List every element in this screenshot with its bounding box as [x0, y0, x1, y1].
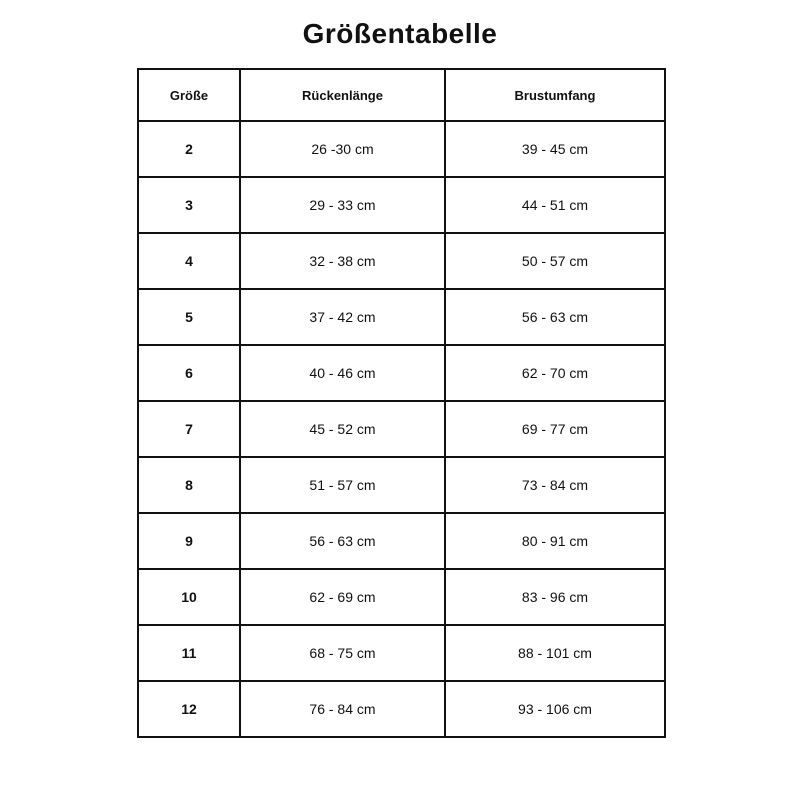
chest-cell: 44 - 51 cm: [445, 177, 665, 233]
size-cell: 4: [138, 233, 240, 289]
table-row: [138, 681, 665, 737]
size-cell: 6: [138, 345, 240, 401]
table-row: [138, 289, 665, 345]
chest-cell: 69 - 77 cm: [445, 401, 665, 457]
chest-cell: 73 - 84 cm: [445, 457, 665, 513]
header-back-length: Rückenlänge: [240, 69, 445, 121]
table-header-row: [138, 69, 665, 121]
header-chest-circumference: Brustumfang: [445, 69, 665, 121]
size-cell: 3: [138, 177, 240, 233]
back-length-cell: 62 - 69 cm: [240, 569, 445, 625]
back-length-cell: 76 - 84 cm: [240, 681, 445, 737]
table-row: [138, 233, 665, 289]
chest-cell: 93 - 106 cm: [445, 681, 665, 737]
table-row: [138, 457, 665, 513]
back-length-cell: 29 - 33 cm: [240, 177, 445, 233]
size-cell: 5: [138, 289, 240, 345]
back-length-cell: 32 - 38 cm: [240, 233, 445, 289]
chest-cell: 50 - 57 cm: [445, 233, 665, 289]
chest-cell: 39 - 45 cm: [445, 121, 665, 177]
size-cell: 7: [138, 401, 240, 457]
size-cell: 2: [138, 121, 240, 177]
back-length-cell: 45 - 52 cm: [240, 401, 445, 457]
size-cell: 9: [138, 513, 240, 569]
table-row: [138, 121, 665, 177]
table-row: [138, 569, 665, 625]
size-table: [137, 68, 666, 738]
header-size: Größe: [138, 69, 240, 121]
chest-cell: 62 - 70 cm: [445, 345, 665, 401]
back-length-cell: 68 - 75 cm: [240, 625, 445, 681]
chest-cell: 88 - 101 cm: [445, 625, 665, 681]
back-length-cell: 40 - 46 cm: [240, 345, 445, 401]
chest-cell: 83 - 96 cm: [445, 569, 665, 625]
table-row: [138, 625, 665, 681]
back-length-cell: 26 -30 cm: [240, 121, 445, 177]
size-cell: 8: [138, 457, 240, 513]
back-length-cell: 51 - 57 cm: [240, 457, 445, 513]
table-row: [138, 401, 665, 457]
chest-cell: 56 - 63 cm: [445, 289, 665, 345]
size-cell: 12: [138, 681, 240, 737]
table-row: [138, 513, 665, 569]
size-cell: 11: [138, 625, 240, 681]
size-cell: 10: [138, 569, 240, 625]
table-row: [138, 177, 665, 233]
chest-cell: 80 - 91 cm: [445, 513, 665, 569]
page-title: Größentabelle: [302, 18, 498, 49]
back-length-cell: 37 - 42 cm: [240, 289, 445, 345]
back-length-cell: 56 - 63 cm: [240, 513, 445, 569]
table-row: [138, 345, 665, 401]
